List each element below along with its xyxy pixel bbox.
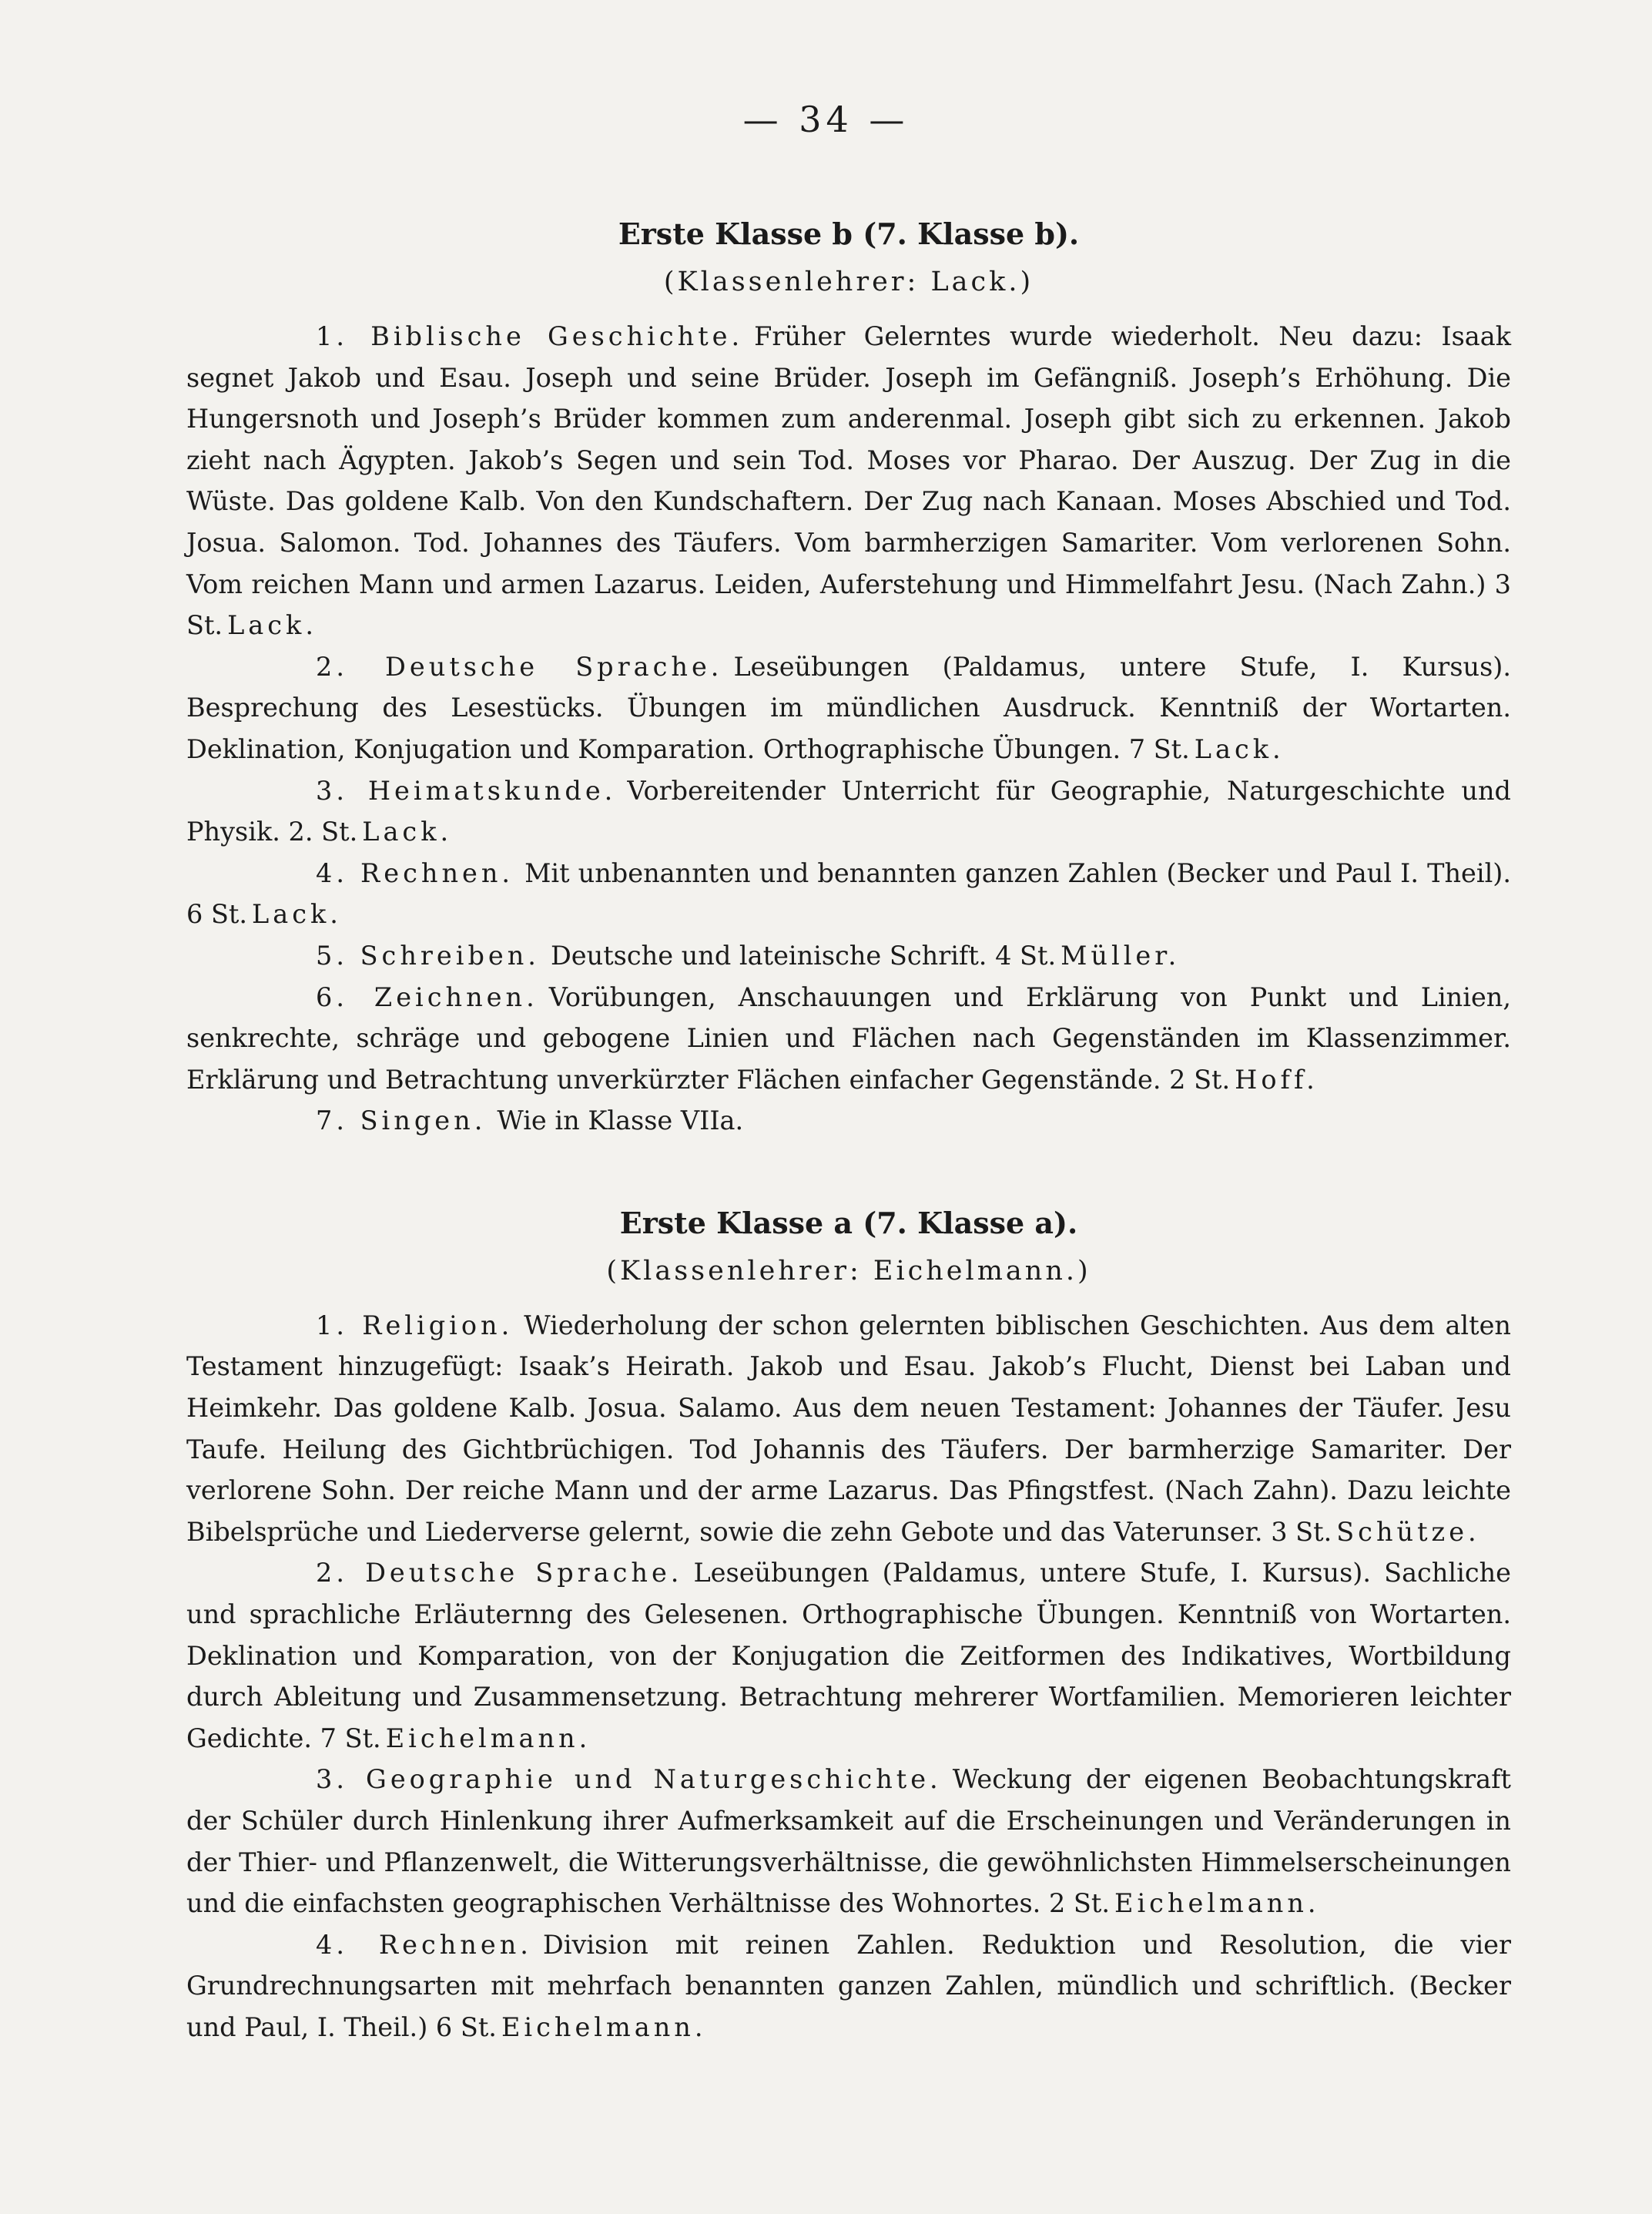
- page-number: — 34 —: [742, 99, 910, 140]
- subject-title: 2. Deutsche Sprache.: [316, 1558, 683, 1588]
- subject-entry: [186, 646, 1511, 770]
- subject-text: Mit unbenannten und benannten ganzen Zahlen (Becker und Paul I. Theil). 6 St.: [186, 857, 1512, 930]
- subject-text: Weckung der eigenen Beobachtungskraft der Schüler durch Hinlenkung ihrer Aufmerksamkeit auf die Erscheinungen und Veränderungen in der Thier- und Pflanzenwelt, die Witterungsverhältnisse, die gewöhnlichsten Himmelserscheinungen und die einfachsten geographischen Verhältnisse des Wohnortes. 2 St.: [186, 1764, 1511, 1919]
- subject-entry: [186, 1759, 1511, 1924]
- section-heading: Erste Klasse b (7. Klasse b).: [618, 216, 1080, 251]
- subject-entry: [186, 1100, 1511, 1142]
- subject-title: 6. Zeichnen.: [316, 981, 538, 1012]
- subject-entry: [186, 1924, 1511, 2048]
- subject-title: 4. Rechnen.: [316, 857, 514, 888]
- subject-title: 4. Rechnen.: [316, 1929, 532, 1960]
- page-content: [186, 208, 1511, 2048]
- subject-entry: [186, 977, 1511, 1101]
- section-klasse-1b: [186, 208, 1511, 1142]
- teacher-name: Eichelmann.: [501, 2011, 707, 2042]
- subject-text: Leseübungen (Paldamus, untere Stufe, I. Kursus). Sachliche und sprachliche Erläuternng des Gelesenen. Orthographische Übungen. Kenntniß von Wortarten. Deklination und Komparation, von der Konjugation die Zeitformen des Indikatives, Wortbildung durch Ableitung und Zusammensetzung. Betrachtung mehrerer Wortfamilien. Memorieren leichter Gedichte. 7 St.: [186, 1558, 1511, 1753]
- subject-text: Früher Gelerntes wurde wiederholt. Neu dazu: Isaak segnet Jakob und Esau. Joseph und seine Brüder. Joseph im Gefängniß. Joseph’s Erhöhung. Die Hungersnoth und Joseph’s Brüder kommen zum anderenmal. Joseph gibt sich zu erkennen. Jakob zieht nach Ägypten. Jakob’s Segen und sein Tod. Moses vor Pharao. Der Auszug. Der Zug in die Wüste. Das goldene Kalb. Von den Kundschaftern. Der Zug nach Kanaan. Moses Abschied und Tod. Josua. Salomon. Tod. Johannes des Täufers. Vom barmherzigen Samariter. Vom verlorenen Sohn. Vom reichen Mann und armen Lazarus. Leiden, Auferstehung und Himmelfahrt Jesu. (Nach Zahn.) 3 St.: [186, 321, 1512, 641]
- section-heading: Erste Klasse a (7. Klasse a).: [619, 1205, 1078, 1240]
- subject-text: Division mit reinen Zahlen. Reduktion und Resolution, die vier Grundrechnungsarten mit mehrfach benannten ganzen Zahlen, mündlich und schriftlich. (Becker und Paul, I. Theil.) 6 St.: [186, 1929, 1511, 2042]
- teacher-name: Schütze.: [1336, 1516, 1480, 1547]
- teacher-name: Müller.: [1061, 940, 1181, 971]
- teacher-name: Eichelmann.: [1114, 1888, 1320, 1919]
- teacher-name: Hoff.: [1235, 1064, 1319, 1095]
- subject-entry: [186, 316, 1511, 646]
- subject-text: Vorübungen, Anschauungen und Erklärung von Punkt und Linien, senkrechte, schräge und gebogene Linien und Flächen nach Gegenständen im Klassenzimmer. Erklärung und Betrachtung unverkürzter Flächen einfacher Gegenstände. 2 St.: [186, 981, 1511, 1095]
- subject-entry: [186, 1305, 1511, 1553]
- subject-title: 1. Religion.: [316, 1310, 514, 1340]
- subject-text: Wiederholung der schon gelernten biblischen Geschichten. Aus dem alten Testament hinzugefügt: Isaak’s Heirath. Jakob und Esau. Jakob’s Flucht, Dienst bei Laban und Heimkehr. Das goldene Kalb. Josua. Salamo. Aus dem neuen Testament: Johannes der Täufer. Jesu Taufe. Heilung des Gichtbrüchigen. Tod Johannis des Täufers. Der barmherzige Samariter. Der verlorene Sohn. Der reiche Mann und der arme Lazarus. Das Pfingstfest. (Nach Zahn). Dazu leichte Bibelsprüche und Liederverse gelernt, sowie die zehn Gebote und das Vaterunser. 3 St.: [186, 1310, 1511, 1547]
- subject-text: Deutsche und lateinische Schrift. 4 St.: [550, 940, 1057, 971]
- subject-title: 3. Heimatskunde.: [316, 775, 617, 806]
- section-spacer: [186, 1142, 1511, 1197]
- subject-text: Wie in Klasse VIIa.: [497, 1105, 744, 1136]
- teacher-name: Eichelmann.: [385, 1723, 591, 1753]
- subject-entry: [186, 853, 1511, 935]
- subject-entry: [186, 935, 1511, 977]
- teacher-name: Lack.: [252, 899, 342, 930]
- subject-title: 5. Schreiben.: [316, 940, 540, 971]
- teacher-name: Lack.: [1194, 733, 1285, 764]
- section-klasse-1a: [186, 1197, 1511, 2048]
- teacher-name: Lack.: [362, 817, 453, 847]
- subject-title: 1. Biblische Geschichte.: [316, 321, 744, 351]
- class-teacher-line: (Klassenlehrer: Lack.): [663, 267, 1034, 297]
- subject-text: Vorbereitender Unterricht für Geographie, Naturgeschichte und Physik. 2. St.: [186, 775, 1511, 847]
- subject-title: 2. Deutsche Sprache.: [316, 651, 723, 682]
- subject-entry: [186, 770, 1511, 853]
- subject-title: 3. Geographie und Naturgeschichte.: [316, 1764, 942, 1795]
- subject-title: 7. Singen.: [316, 1105, 487, 1136]
- subject-entry: [186, 1552, 1511, 1759]
- subject-text: Leseübungen (Paldamus, untere Stufe, I. Kursus). Besprechung des Lesestücks. Übungen im mündlichen Ausdruck. Kenntniß der Wortarten. Deklination, Konjugation und Komparation. Orthographische Übungen. 7 St.: [186, 651, 1511, 764]
- teacher-name: Lack.: [227, 610, 317, 641]
- class-teacher-line: (Klassenlehrer: Eichelmann.): [606, 1255, 1091, 1286]
